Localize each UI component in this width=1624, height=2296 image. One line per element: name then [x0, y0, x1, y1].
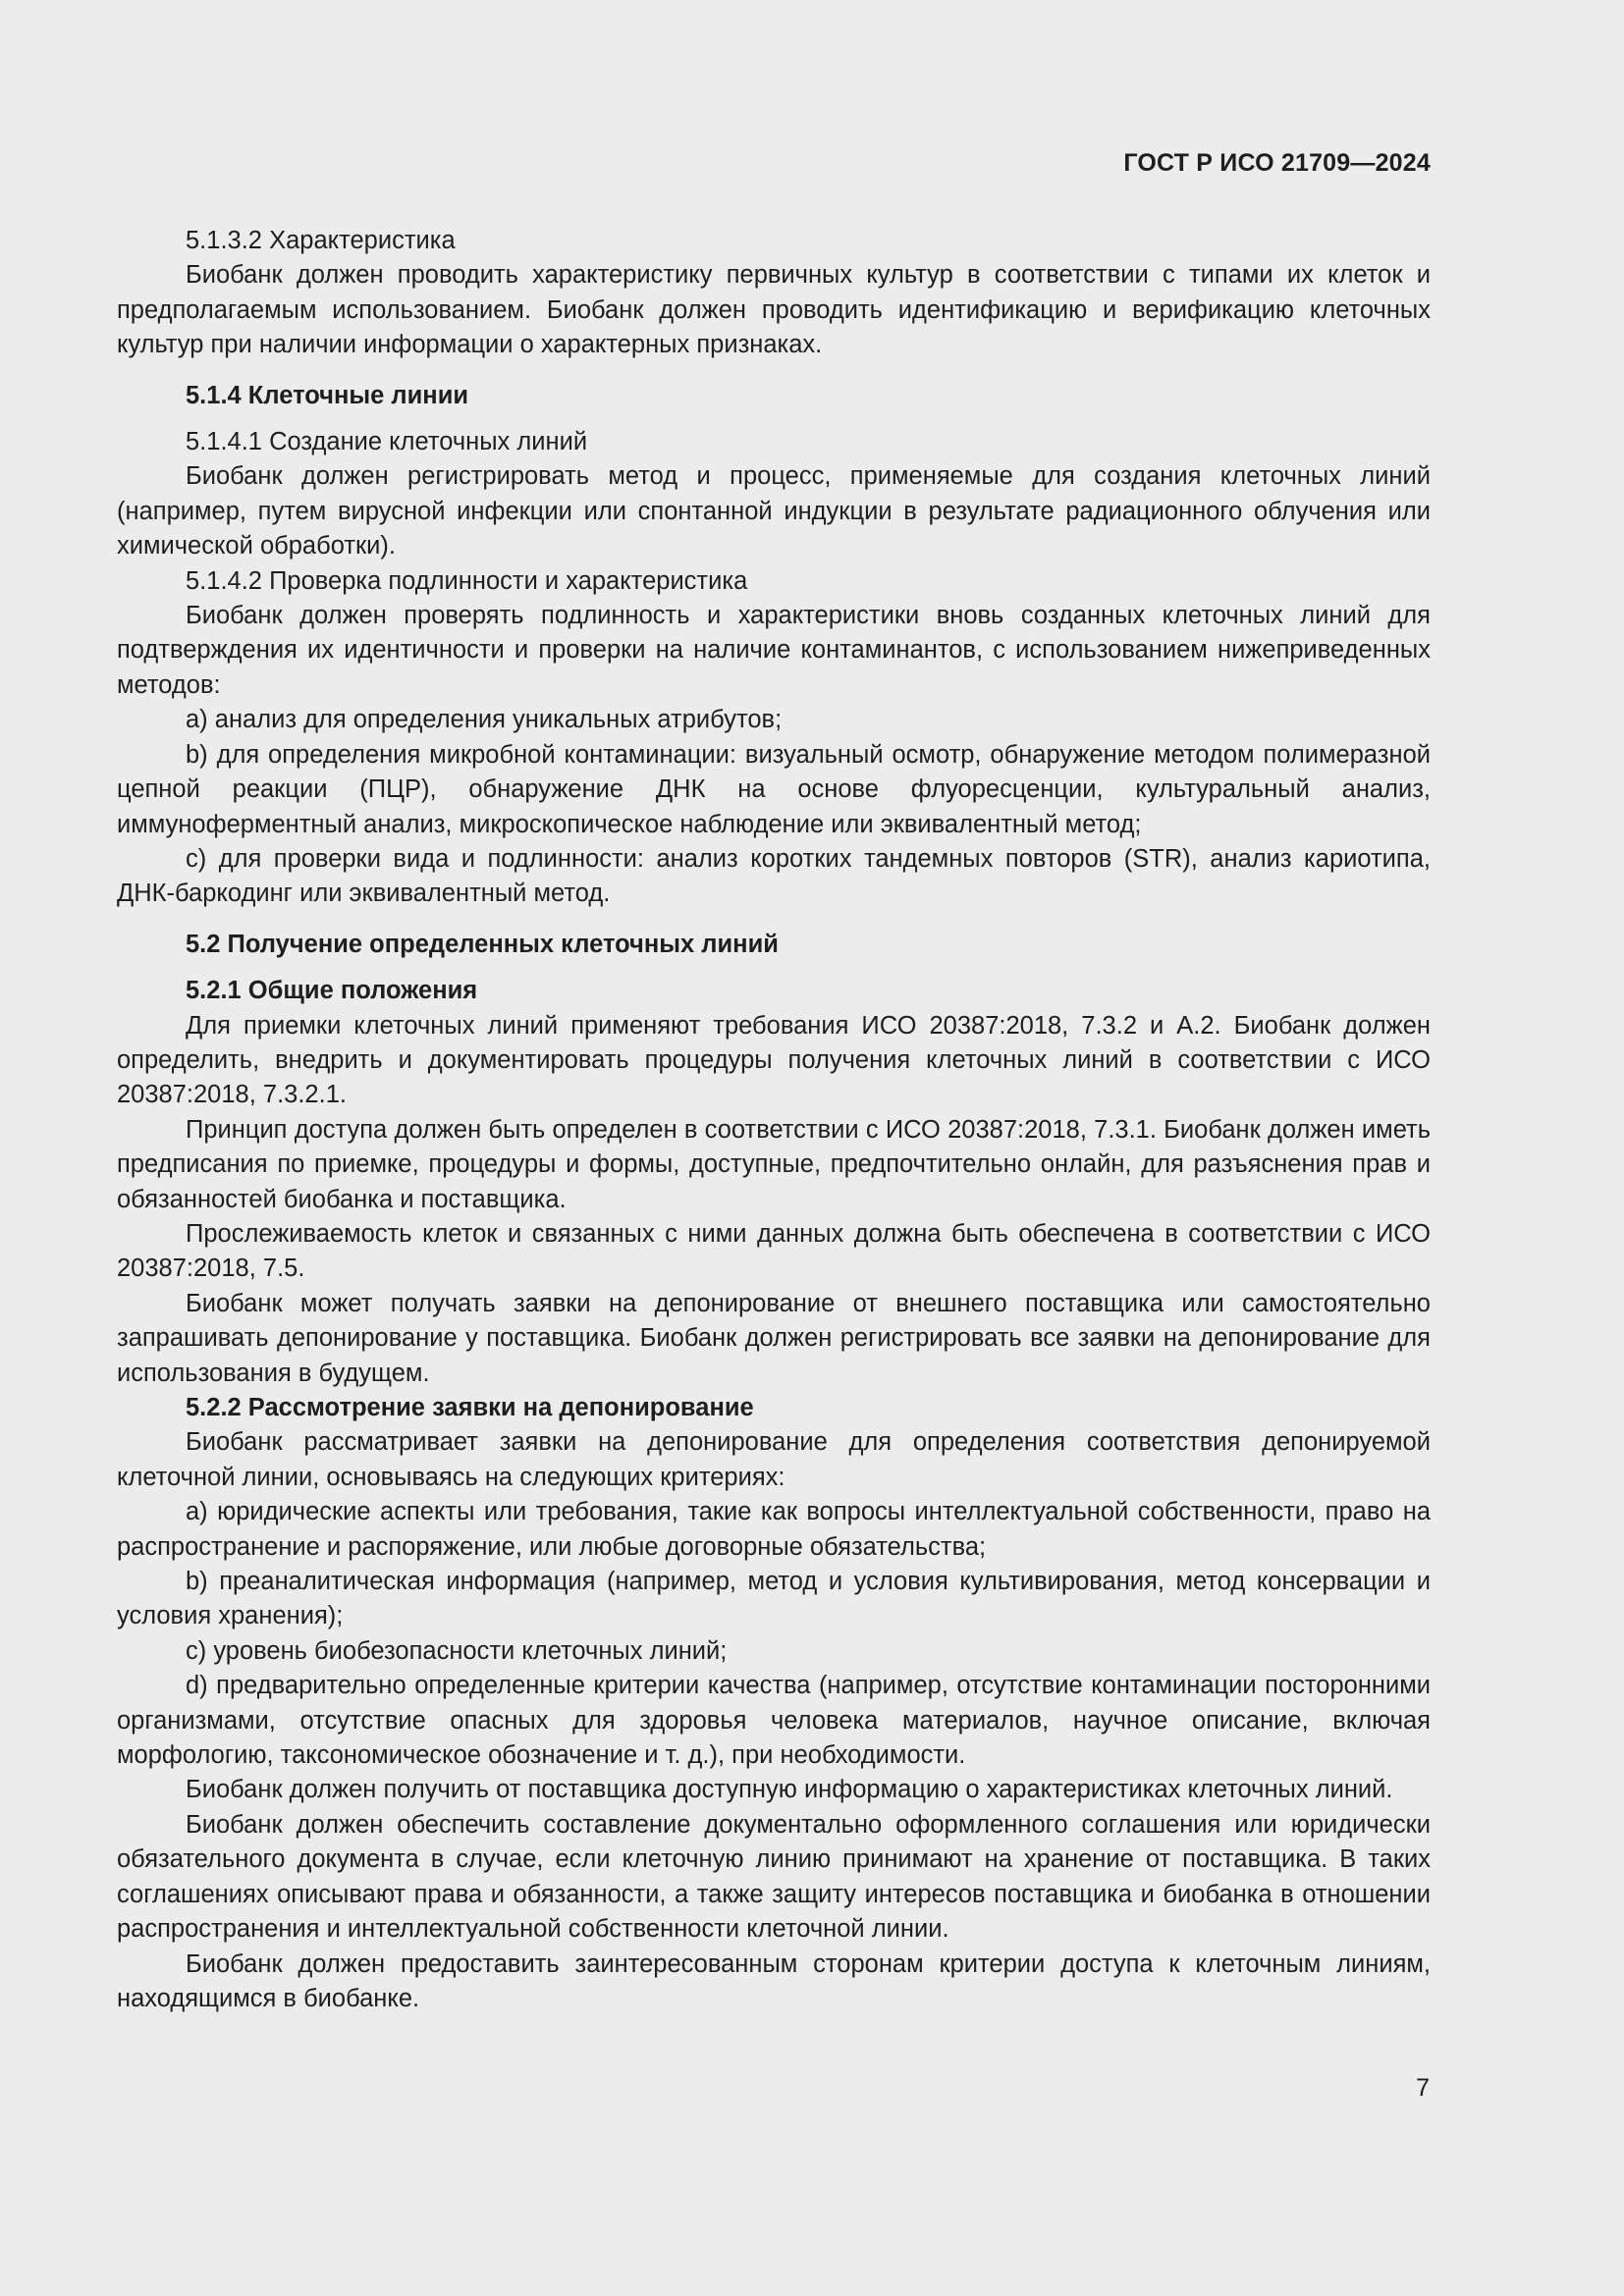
paragraph: d) предварительно определенные критерии качества (например, отсутствие контаминации посторонними организмами, отсутствие опасных для здоровья человека материалов, научное описание, включая морфологию, таксономическое обозначение и т. д.), при необходимости.	[117, 1672, 1431, 1770]
subsection-title: 5.1.3.2 Характеристика	[186, 227, 456, 254]
paragraph: Биобанк должен проверять подлинность и характеристики вновь созданных клеточных линий для подтверждения их идентичности и проверки на наличие контаминантов, с использованием нижеприведенных методов:	[117, 602, 1431, 699]
paragraph: a) юридические аспекты или требования, такие как вопросы интеллектуальной собственности, право на распространение и распоряжение, или любые договорные обязательства;	[117, 1498, 1431, 1561]
subsection-title: 5.1.4.1 Создание клеточных линий	[186, 428, 588, 456]
paragraph: Биобанк должен предоставить заинтересованным сторонам критерии доступа к клеточным линиям, находящимся в биобанке.	[117, 1949, 1431, 2012]
paragraph: c) для проверки вида и подлинности: анализ коротких тандемных повторов (STR), анализ кариотипа, ДНК-баркодинг или эквивалентный метод.	[117, 844, 1431, 908]
paragraph: b) преаналитическая информация (например, метод и условия культивирования, метод консервации и условия хранения);	[117, 1568, 1431, 1630]
paragraph: Принцип доступа должен быть определен в соответствии с ИСО 20387:2018, 7.3.1. Биобанк должен иметь предписания по приемке, процедуры и формы, доступные, предпочтительно онлайн, для разъяснения прав и обязанностей биобанка и поставщика.	[117, 1115, 1431, 1213]
paragraph: Биобанк должен получить от поставщика доступную информацию о характеристиках клеточных линий.	[186, 1776, 1393, 1804]
paragraph: Биобанк должен обеспечить составление документально оформленного соглашения или юридически обязательного документа в случае, если клеточную линию принимают на хранение от поставщика. В таких соглашениях описывают права и обязанности, а также защиту интересов поставщика и биобанка в отношении распространения и интеллектуальной собственности клеточной линии.	[117, 1810, 1431, 1944]
page-number: 7	[1416, 2074, 1430, 2102]
section-heading: 5.2.1 Общие положения	[186, 977, 478, 1005]
paragraph: b) для определения микробной контаминации: визуальный осмотр, обнаружение методом полимеразной цепной реакции (ПЦР), обнаружение ДНК на основе флуоресценции, культуральный анализ, иммуноферментный анализ, микроскопическое наблюдение или эквивалентный метод;	[117, 740, 1431, 838]
paragraph: Для приемки клеточных линий применяют требования ИСО 20387:2018, 7.3.2 и А.2. Биобанк должен определить, внедрить и документировать процедуры получения клеточных линий в соответствии с ИСО 20387:2018, 7.3.2.1.	[117, 1011, 1431, 1109]
paragraph: Биобанк должен регистрировать метод и процесс, применяемые для создания клеточных линий (например, путем вирусной инфекции или спонтанной индукции в результате радиационного облучения или химической обработки).	[117, 462, 1431, 561]
section-heading: 5.2.2 Рассмотрение заявки на депонирование	[186, 1394, 754, 1421]
paragraph: Прослеживаемость клеток и связанных с ними данных должна быть обеспечена в соответствии с ИСО 20387:2018, 7.5.	[117, 1219, 1431, 1283]
paragraph: Биобанк рассматривает заявки на депонирование для определения соответствия депонируемой клеточной линии, основываясь на следующих критериях:	[117, 1428, 1431, 1491]
paragraph: a) анализ для определения уникальных атрибутов;	[186, 706, 783, 734]
paragraph: c) уровень биобезопасности клеточных линий;	[186, 1636, 728, 1665]
subsection-title: 5.1.4.2 Проверка подлинности и характеристика	[186, 566, 748, 595]
document-body	[117, 224, 1431, 2016]
section-heading: 5.1.4 Клеточные линии	[186, 381, 469, 409]
paragraph: Биобанк должен проводить характеристику первичных культур в соответствии с типами их клеток и предполагаемым использованием. Биобанк должен проводить идентификацию и верификацию клеточных культур при наличии информации о характерных признаках.	[117, 261, 1431, 359]
section-heading: 5.2 Получение определенных клеточных линий	[186, 930, 779, 958]
paragraph: Биобанк может получать заявки на депонирование от внешнего поставщика или самостоятельно запрашивать депонирование у поставщика. Биобанк должен регистрировать все заявки на депонирование для использования в будущем.	[117, 1289, 1431, 1387]
document-code-header: ГОСТ Р ИСО 21709—2024	[1123, 149, 1431, 177]
